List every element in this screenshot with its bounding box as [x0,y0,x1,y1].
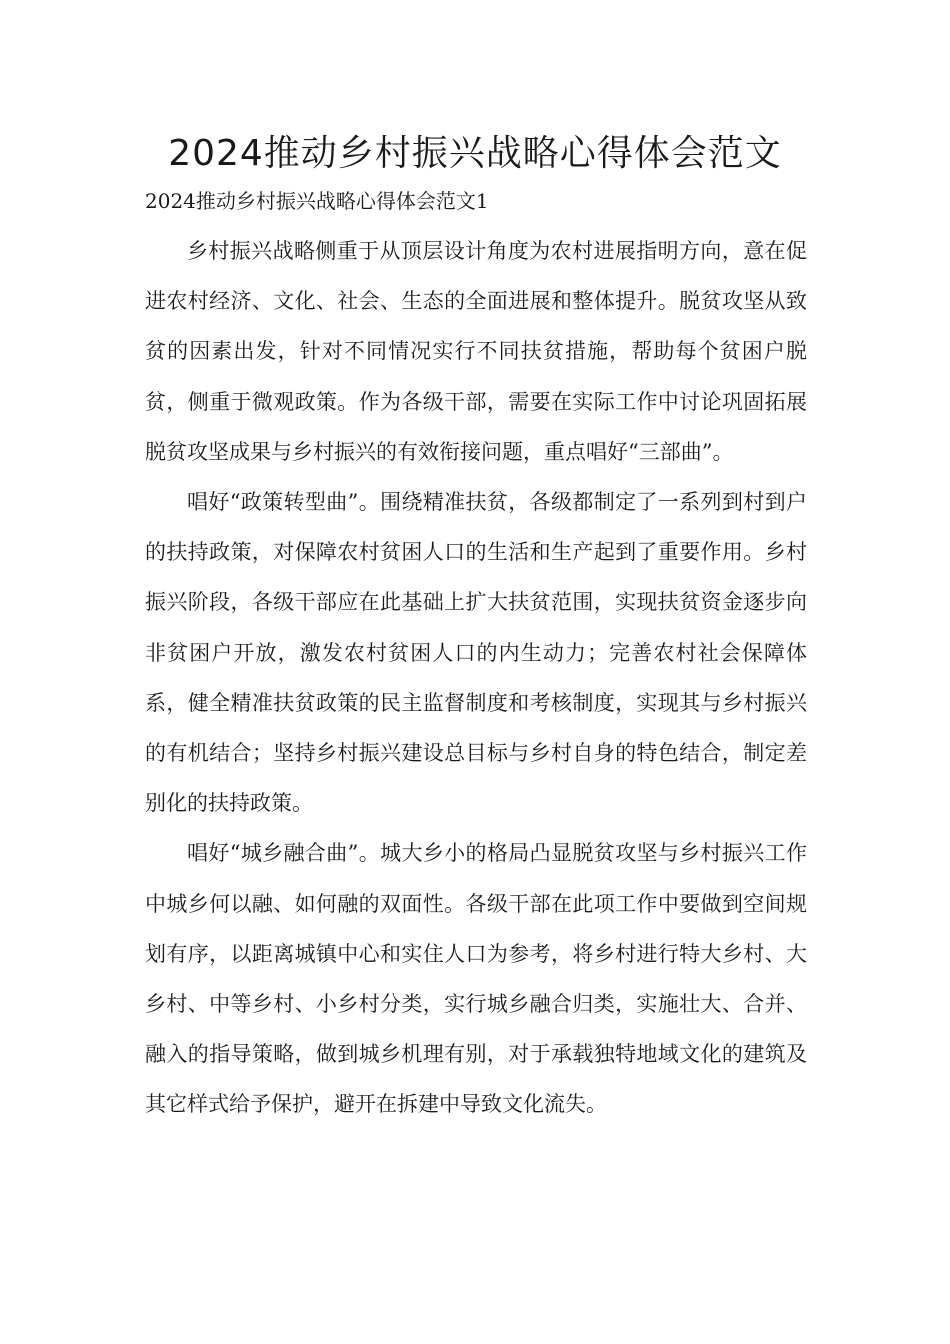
paragraph-2: 唱好“政策转型曲”。围绕精准扶贫，各级都制定了一系列到村到户的扶持政策，对保障农村贫困人口的生活和生产起到了重要作用。乡村振兴阶段，各级干部应在此基础上扩大扶贫范围，实现扶贫资金逐步向非贫困户开放，激发农村贫困人口的内生动力；完善农村社会保障体系，健全精准扶贫政策的民主监督制度和考核制度，实现其与乡村振兴的有机结合；坚持乡村振兴建设总目标与乡村自身的特色结合，制定差别化的扶持政策。 [145,490,807,816]
paragraph-3: 唱好“城乡融合曲”。城大乡小的格局凸显脱贫攻坚与乡村振兴工作中城乡何以融、如何融的双面性。各级干部在此项工作中要做到空间规划有序，以距离城镇中心和实住人口为参考，将乡村进行特大乡村、大乡村、中等乡村、小乡村分类，实行城乡融合归类，实施壮大、合并、融入的指导策略，做到城乡机理有别，对于承载独特地域文化的建筑及其它样式给予保护，避开在拆建中导致文化流失。 [145,841,807,1117]
document-subtitle: 2024推动乡村振兴战略心得体会范文1 [145,189,489,213]
paragraph-1: 乡村振兴战略侧重于从顶层设计角度为农村进展指明方向，意在促进农村经济、文化、社会、生态的全面进展和整体提升。脱贫攻坚从致贫的因素出发，针对不同情况实行不同扶贫措施，帮助每个贫困户脱贫，侧重于微观政策。作为各级干部，需要在实际工作中讨论巩固拓展脱贫攻坚成果与乡村振兴的有效衔接问题，重点唱好“三部曲”。 [145,239,807,464]
document-body [145,226,807,1130]
document-title: 2024推动乡村振兴战略心得体会范文 [168,133,782,174]
